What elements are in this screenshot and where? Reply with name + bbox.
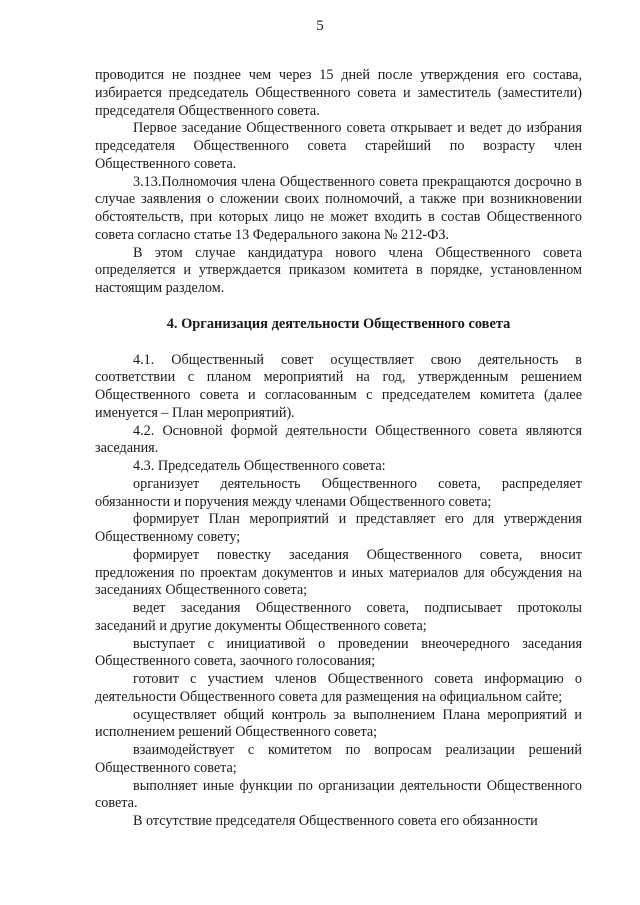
list-item: взаимодействует с комитетом по вопросам реализации решений Общественного совета;: [95, 742, 582, 776]
paragraph: 4.3. Председатель Общественного совета:: [133, 458, 386, 474]
list-item: ведет заседания Общественного совета, подписывает протоколы заседаний и другие документы Общественного совета;: [95, 600, 582, 634]
document-body: [95, 67, 582, 831]
list-item: осуществляет общий контроль за выполнением Плана мероприятий и исполнением решений Общественного совета;: [95, 706, 582, 741]
list-item: формирует План мероприятий и представляет его для утверждения Общественному совету;: [95, 511, 582, 545]
list-item: формирует повестку заседания Общественного совета, вносит предложения по проектам документов и иных материалов для обсуждения на заседаниях Общественного совета;: [95, 546, 582, 599]
list-item: организует деятельность Общественного совета, распределяет обязанности и поручения между членами Общественного совета;: [95, 475, 582, 510]
paragraph: Первое заседание Общественного совета открывает и ведет до избрания председателя Общественного совета старейший по возрасту член Общественного совета.: [95, 120, 582, 172]
list-item: выступает с инициативой о проведении внеочередного заседания Общественного совета, заочного голосования;: [95, 635, 582, 670]
page-number: 5: [316, 18, 324, 34]
paragraph: В этом случае кандидатура нового члена Общественного совета определяется и утверждается приказом комитета в порядке, установленном настоящим разделом.: [95, 244, 582, 296]
paragraph: 4.2. Основной формой деятельности Общественного совета являются заседания.: [95, 422, 582, 457]
paragraph: проводится не позднее чем через 15 дней после утверждения его состава, избирается председатель Общественного совета и заместитель (заместители) председателя Общественного совета.: [95, 67, 582, 119]
list-item: выполняет иные функции по организации деятельности Общественного совета.: [95, 777, 582, 812]
list-item: готовит с участием членов Общественного совета информацию о деятельности Общественного совета для размещения на официальном сайте;: [95, 671, 582, 705]
paragraph: В отсутствие председателя Общественного совета его обязанности: [133, 813, 538, 829]
paragraph: 4.1. Общественный совет осуществляет свою деятельность в соответствии с планом мероприятий на год, утвержденным решением Общественного совета и согласованным с председателем комитета (далее именуется – План мероприятий).: [95, 351, 582, 421]
section-heading: 4. Организация деятельности Общественного совета: [166, 315, 511, 332]
paragraph: 3.13.Полномочия члена Общественного совета прекращаются досрочно в случае заявления о сложении своих полномочий, а также при возникновении обстоятельств, при которых лицо не может входить в состав Общественного совета согласно статье 13 Федерального закона № 212-ФЗ.: [95, 173, 582, 243]
